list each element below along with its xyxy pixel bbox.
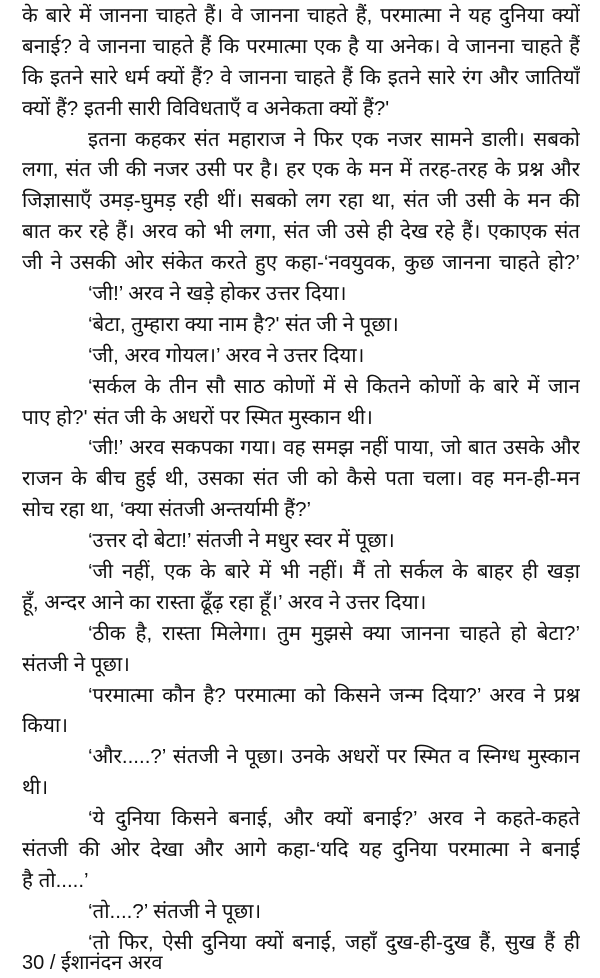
text-line: पाए हो?' संत जी के अधरों पर स्मित मुस्कान थी। — [22, 405, 373, 429]
text-line: सोच रहा था, ‘क्या संतजी अन्तर्यामी हैं?’ — [22, 498, 312, 522]
page-footer — [22, 950, 163, 976]
text-line: के बारे में जानना चाहते हैं। वे जानना चाहते हैं, परमात्मा ने यह दुनिया क्यों — [22, 4, 580, 27]
text-line: ‘जी नहीं, एक के बारे में भी नहीं। मैं तो सर्कल के बाहर ही खड़ा — [88, 560, 580, 584]
text-line: ‘बेटा, तुम्हारा क्या नाम है?' संत जी ने पूछा। — [88, 312, 399, 336]
text-line: ‘ठीक है, रास्ता मिलेगा। तुम मुझसे क्या जानना चाहते हो बेटा?’ — [88, 621, 580, 645]
text-line: ‘सर्कल के तीन सौ साठ कोणों में से कितने कोणों के बारे में जान — [88, 374, 580, 398]
running-title: ईशानंदन अरव — [60, 952, 163, 974]
text-line: हूँ, अन्दर आने का रास्ता ढूँढ़ रहा हूँ।’ अरव ने उत्तर दिया। — [22, 590, 427, 614]
text-line: राजन के बीच हुई थी, उसका संत जी को कैसे पता चला। वह मन-ही-मन — [22, 467, 580, 491]
text-line: क्यों हैं? इतनी सारी विविधताएँ व अनेकता क्यों हैं?' — [22, 96, 390, 120]
text-line: किया। — [22, 714, 69, 738]
text-line: ‘तो फिर, ऐसी दुनिया क्यों बनाई, जहाँ दुख-ही-दुख हैं, सुख हैं ही — [88, 930, 580, 954]
text-line: ‘परमात्मा कौन है? परमात्मा को किसने जन्म दिया?’ अरव ने प्रश्न — [88, 683, 580, 707]
text-line: ‘जी!’ अरव सकपका गया। वह समझ नहीं पाया, जो बात उसके और — [88, 436, 580, 460]
text-line: संतजी ने पूछा। — [22, 652, 130, 676]
text-line: लगा, संत जी की नजर उसी पर है। हर एक के मन में तरह-तरह के प्रश्न और — [22, 158, 580, 182]
text-line: जी ने उसकी ओर संकेत करते हुए कहा-‘नवयुवक, कुछ जानना चाहते हो?’ — [22, 251, 580, 275]
text-line: बनाई? वे जानना चाहते हैं कि परमात्मा एक है या अनेक। वे जानना चाहते हैं — [22, 34, 580, 58]
text-line: ‘जी, अरव गोयल।’ अरव ने उत्तर दिया। — [88, 343, 365, 367]
text-line: ‘और.....?’ संतजी ने पूछा। उनके अधरों पर स्मित व स्निग्ध मुस्कान — [88, 745, 580, 769]
text-line: कि इतने सारे धर्म क्यों हैं? वे जानना चाहते हैं कि इतने सारे रंग और जातियाँ — [22, 65, 580, 89]
text-line: इतना कहकर संत महाराज ने फिर एक नजर सामने डाली। सबको — [88, 127, 580, 151]
page-body-text — [22, 1, 580, 959]
page-number: 30 — [22, 952, 45, 974]
text-line: जिज्ञासाएँ उमड़-घुमड़ रही थीं। सबको लग रहा था, संत जी उसी के मन की — [22, 189, 580, 213]
text-line: है तो.....’ — [22, 868, 89, 892]
text-line: ‘तो....?’ संतजी ने पूछा। — [88, 899, 262, 923]
text-line: थी। — [22, 776, 49, 800]
text-line: संतजी की ओर देखा और आगे कहा-‘यदि यह दुनिया परमात्मा ने बनाई — [22, 838, 580, 862]
text-line: ‘जी!’ अरव ने खड़े होकर उत्तर दिया। — [88, 282, 347, 306]
text-line: ‘ये दुनिया किसने बनाई, और क्यों बनाई?’ अरव ने कहते-कहते — [88, 807, 580, 831]
text-line: बात कर रहे हैं। अरव को भी लगा, संत जी उसे ही देख रहे हैं। एकाएक संत — [22, 220, 580, 244]
text-line: ‘उत्तर दो बेटा!’ संतजी ने मधुर स्वर में पूछा। — [88, 529, 395, 553]
footer-separator: / — [49, 952, 56, 974]
